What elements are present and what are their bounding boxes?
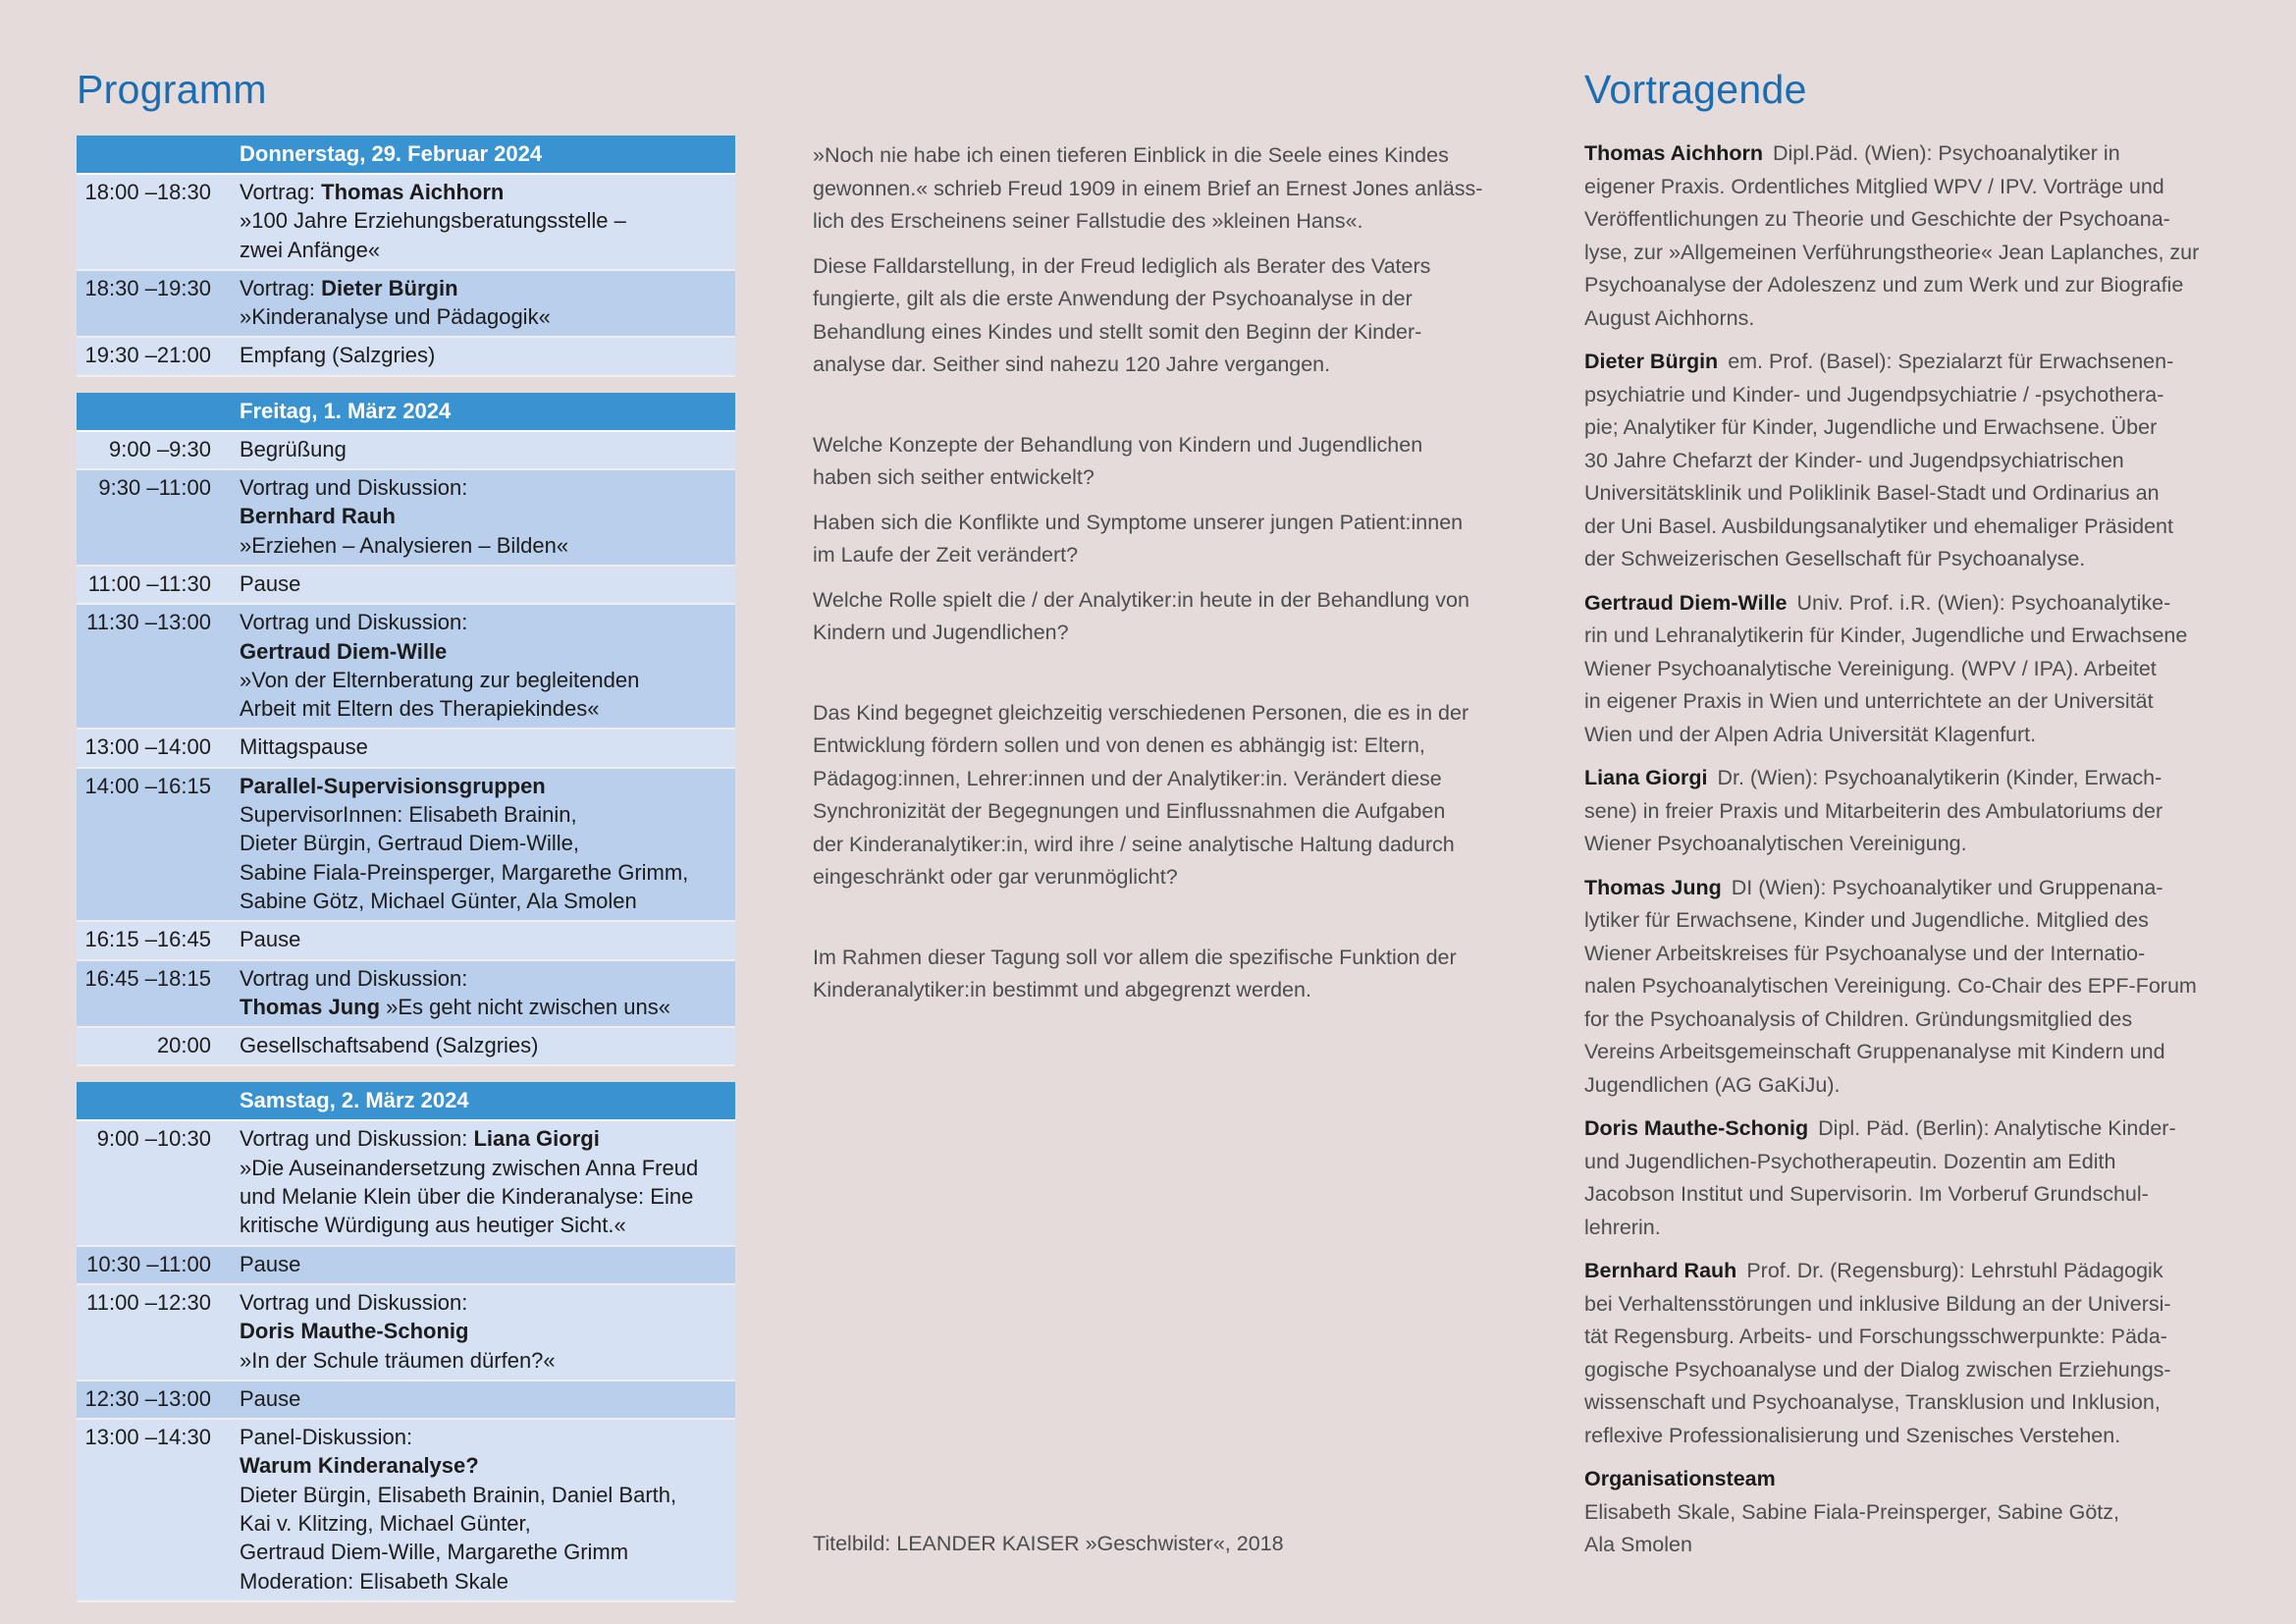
- paragraph-gap: [813, 662, 1510, 697]
- speaker-name: Gertraud Diem-Wille: [1584, 590, 1788, 615]
- session-text: »Erziehen – Analysieren – Bilden«: [240, 532, 569, 558]
- time-slot: 13:00 –14:00: [84, 734, 211, 760]
- paragraph-gap: [813, 394, 1510, 429]
- session-line: [240, 206, 721, 235]
- day-header: Donnerstag, 29. Februar 2024: [77, 135, 735, 175]
- session-text: Sabine Götz, Michael Günter, Ala Smolen: [240, 888, 637, 913]
- day-section: [77, 393, 735, 1067]
- session-speaker: Dieter Bürgin: [321, 275, 458, 300]
- session-text: Gertraud Diem-Wille, Margarethe Grimm: [240, 1540, 629, 1565]
- bio-line: Wiener Psychoanalytische Vereinigung. (WPV / IPA). Arbeitet: [1584, 656, 2157, 680]
- bio-line: August Aichhorns.: [1584, 305, 1755, 330]
- session-content: [211, 605, 735, 728]
- intro-line: fungierte, gilt als die erste Anwendung der Psychoanalyse in der: [813, 287, 1413, 310]
- session-line: [240, 800, 721, 829]
- intro-line: Kindern und Jugendlichen?: [813, 621, 1069, 644]
- intro-paragraph: [813, 584, 1510, 650]
- bio-line: gogische Psychoanalyse und der Dialog zwischen Erziehungs-: [1584, 1357, 2171, 1381]
- program-row: [77, 605, 735, 730]
- session-line: [240, 1031, 721, 1059]
- session-text: und Melanie Klein über die Kinderanalyse: Eine: [240, 1184, 694, 1210]
- session-text: Arbeit mit Eltern des Therapiekindes«: [240, 696, 600, 722]
- bio-line: tät Regensburg. Arbeits- und Forschungsschwerpunkte: Päda-: [1584, 1325, 2167, 1348]
- program-row: [77, 470, 735, 567]
- program-row: [77, 338, 735, 376]
- intro-line: »Noch nie habe ich einen tieferen Einblick in die Seele eines Kindes: [813, 143, 1449, 167]
- intro-line: haben sich seither entwickelt?: [813, 465, 1095, 489]
- session-line: [240, 1154, 721, 1182]
- session-line: [240, 1250, 721, 1278]
- session-content: [211, 271, 735, 337]
- session-content: [211, 1420, 735, 1600]
- intro-line: Haben sich die Konflikte und Symptome unserer jungen Patient:innen: [813, 510, 1464, 534]
- speaker-bio: [1584, 587, 2232, 752]
- time-slot: 18:30 –19:30: [84, 275, 211, 300]
- session-line: [240, 236, 721, 264]
- bio-line: und Jugendlichen-Psychotherapeutin. Dozentin am Edith: [1584, 1149, 2116, 1173]
- session-content: [211, 961, 735, 1027]
- bio-line: Dr. (Wien): Psychoanalytikerin (Kinder, Erwach-: [1717, 766, 2163, 789]
- speaker-bio: [1584, 872, 2232, 1103]
- session-line: [240, 178, 721, 206]
- session-text: Vortrag:: [240, 275, 322, 300]
- session-line: [240, 302, 721, 331]
- session-line: [240, 732, 721, 761]
- day-section: [77, 135, 735, 377]
- program-row: [77, 1121, 735, 1246]
- session-text: »Es geht nicht zwischen uns«: [380, 994, 670, 1019]
- bio-line: 30 Jahre Chefarzt der Kinder- und Jugendpsychiatrischen: [1584, 448, 2124, 472]
- session-line: [240, 435, 721, 463]
- time-slot: 18:00 –18:30: [84, 180, 211, 204]
- time-slot: 16:45 –18:15: [84, 965, 211, 991]
- intro-line: analyse dar. Seither sind nahezu 120 Jahre vergangen.: [813, 352, 1331, 376]
- organisation-line: Elisabeth Skale, Sabine Fiala-Preinsperger, Sabine Götz,: [1584, 1499, 2119, 1524]
- time-slot: 19:30 –21:00: [84, 343, 211, 368]
- session-line: [240, 608, 721, 636]
- session-text: Kai v. Klitzing, Michael Günter,: [240, 1510, 531, 1536]
- session-speaker: Thomas Aichhorn: [321, 180, 505, 204]
- time-slot: 20:00: [156, 1033, 211, 1058]
- speaker-bio: [1584, 1255, 2232, 1452]
- bio-line: pie; Analytiker für Kinder, Jugendliche und Erwachsene. Über: [1584, 415, 2158, 439]
- session-line: [240, 1509, 721, 1538]
- session-speaker: Gertraud Diem-Wille: [240, 638, 448, 664]
- session-text: kritische Würdigung aus heutiger Sicht.«: [240, 1213, 626, 1238]
- bio-line: reflexive Professionalisierung und Szenisches Verstehen.: [1584, 1423, 2121, 1447]
- bio-line: der Uni Basel. Ausbildungsanalytiker und ehemaliger Präsident: [1584, 514, 2173, 538]
- bio-line: lytiker für Erwachsene, Kinder und Jugendliche. Mitglied des: [1584, 908, 2149, 932]
- intro-paragraph: [813, 942, 1510, 1007]
- intro-paragraph: [813, 250, 1510, 382]
- time-slot: 12:30 –13:00: [84, 1385, 211, 1411]
- session-line: [240, 1288, 721, 1317]
- intro-line: lich des Erscheinens seiner Fallstudie des »kleinen Hans«.: [813, 209, 1363, 233]
- session-text: Dieter Bürgin, Gertraud Diem-Wille,: [240, 831, 579, 856]
- session-text: zwei Anfänge«: [240, 237, 381, 262]
- session-speaker: Bernhard Rauh: [240, 504, 396, 529]
- time-slot: 11:00 –12:30: [86, 1289, 211, 1315]
- session-speaker: Warum Kinderanalyse?: [240, 1453, 479, 1479]
- speaker-name: Thomas Jung: [1584, 875, 1722, 899]
- time-slot: 16:15 –16:45: [84, 927, 211, 952]
- session-text: »Von der Elternberatung zur begleitenden: [240, 667, 640, 692]
- session-speaker: Parallel-Supervisionsgruppen: [240, 773, 546, 798]
- session-line: [240, 858, 721, 887]
- speaker-name: Doris Mauthe-Schonig: [1584, 1116, 1809, 1140]
- session-content: [211, 769, 735, 920]
- bio-line: Psychoanalyse der Adoleszenz und zum Werk und zur Biografie: [1584, 273, 2184, 297]
- session-line: [240, 569, 721, 598]
- session-text: »Kinderanalyse und Pädagogik«: [240, 304, 551, 330]
- session-line: [240, 341, 721, 369]
- session-line: [240, 1538, 721, 1566]
- intro-line: gewonnen.« schrieb Freud 1909 in einem Brief an Ernest Jones anläss-: [813, 176, 1483, 200]
- speaker-bio: [1584, 137, 2232, 335]
- session-line: [240, 1384, 721, 1413]
- session-text: Vortrag und Diskussion:: [240, 1126, 474, 1152]
- program-row: [77, 432, 735, 470]
- image-caption: Titelbild: LEANDER KAISER »Geschwister«, 2018: [813, 1532, 1284, 1555]
- session-text: »100 Jahre Erziehungsberatungsstelle –: [240, 208, 626, 234]
- intro-line: im Laufe der Zeit verändert?: [813, 543, 1079, 567]
- day-header: Samstag, 2. März 2024: [77, 1082, 735, 1121]
- bio-line: lehrerin.: [1584, 1215, 1661, 1239]
- intro-line: Pädagog:innen, Lehrer:innen und der Analytiker:in. Verändert diese: [813, 766, 1442, 790]
- speaker-bio: [1584, 346, 2232, 576]
- session-text: Pause: [240, 1385, 301, 1411]
- speaker-name: Bernhard Rauh: [1584, 1259, 1737, 1282]
- bio-line: Vereins Arbeitsgemeinschaft Gruppenanalyse mit Kindern und: [1584, 1040, 2165, 1063]
- session-text: Dieter Bürgin, Elisabeth Brainin, Daniel Barth,: [240, 1482, 677, 1507]
- bio-line: Veröffentlichungen zu Theorie und Geschichte der Psychoana-: [1584, 207, 2170, 231]
- program-table: [77, 135, 735, 1618]
- bio-line: Wiener Psychoanalytischen Vereinigung.: [1584, 832, 1967, 855]
- time-slot: 10:30 –11:00: [86, 1251, 211, 1276]
- program-row: [77, 769, 735, 922]
- day-header: Freitag, 1. März 2024: [77, 393, 735, 432]
- organisation-line: Ala Smolen: [1584, 1533, 1692, 1556]
- speaker-name: Thomas Aichhorn: [1584, 141, 1763, 165]
- bio-line: Univ. Prof. i.R. (Wien): Psychoanalytike-: [1796, 590, 2171, 615]
- program-row: [77, 961, 735, 1029]
- introduction-text: [813, 139, 1510, 1019]
- program-row: [77, 1381, 735, 1420]
- program-row: [77, 567, 735, 605]
- session-content: [211, 470, 735, 565]
- session-content: [211, 1381, 735, 1418]
- session-line: [240, 666, 721, 694]
- program-row: [77, 922, 735, 960]
- session-line: [240, 1317, 721, 1345]
- session-content: [211, 1028, 735, 1064]
- session-line: [240, 1211, 721, 1239]
- session-text: Vortrag und Diskussion:: [240, 1289, 468, 1315]
- program-heading: Programm: [77, 67, 267, 112]
- program-row: [77, 730, 735, 768]
- program-row: [77, 1028, 735, 1066]
- session-speaker: Liana Giorgi: [473, 1126, 600, 1152]
- time-slot: 9:00 –9:30: [109, 436, 211, 461]
- session-line: [240, 1124, 721, 1153]
- session-text: Pause: [240, 570, 301, 596]
- organisation-team: [1584, 1463, 2232, 1562]
- session-text: Sabine Fiala-Preinsperger, Margarethe Grimm,: [240, 859, 689, 885]
- session-line: [240, 829, 721, 857]
- intro-paragraph: [813, 429, 1510, 495]
- session-line: [240, 531, 721, 560]
- session-speaker: Thomas Jung: [240, 994, 381, 1019]
- session-content: [211, 1121, 735, 1244]
- session-content: [211, 175, 735, 269]
- speakers-list: [1584, 137, 2232, 1573]
- bio-line: wissenschaft und Psychoanalyse, Transklusion und Inklusion,: [1584, 1390, 2161, 1414]
- session-line: [240, 772, 721, 800]
- speaker-name: Liana Giorgi: [1584, 766, 1708, 789]
- bio-line: Wien und der Alpen Adria Universität Klagenfurt.: [1584, 722, 2037, 746]
- paragraph-gap: [813, 906, 1510, 942]
- time-slot: 9:30 –11:00: [98, 475, 211, 501]
- time-slot: 14:00 –16:15: [84, 773, 211, 798]
- bio-line: in eigener Praxis in Wien und unterrichtete an der Universität: [1584, 689, 2154, 713]
- session-line: [240, 637, 721, 666]
- session-text: Vortrag und Diskussion:: [240, 475, 468, 501]
- day-section: [77, 1082, 735, 1601]
- bio-line: der Schweizerischen Gesellschaft für Psychoanalyse.: [1584, 547, 2086, 570]
- intro-line: Kinderanalytiker:in bestimmt und abgegrenzt werden.: [813, 978, 1311, 1001]
- bio-line: eigener Praxis. Ordentliches Mitglied WPV / IPV. Vorträge und: [1584, 174, 2164, 198]
- session-speaker: Doris Mauthe-Schonig: [240, 1319, 469, 1344]
- session-content: [211, 338, 735, 374]
- bio-line: Dipl.Päd. (Wien): Psychoanalytiker in: [1772, 141, 2120, 165]
- session-text: Gesellschaftsabend (Salzgries): [240, 1033, 539, 1058]
- intro-line: Das Kind begegnet gleichzeitig verschiedenen Personen, die es in der: [813, 700, 1469, 725]
- bio-line: lyse, zur »Allgemeinen Verführungstheorie« Jean Laplanches, zur: [1584, 240, 2200, 264]
- session-line: [240, 887, 721, 915]
- intro-line: Entwicklung fördern sollen und von denen es abhängig ist: Eltern,: [813, 733, 1425, 757]
- speaker-bio: [1584, 1112, 2232, 1244]
- session-line: [240, 993, 721, 1021]
- session-text: Panel-Diskussion:: [240, 1425, 413, 1450]
- bio-line: rin und Lehranalytikerin für Kinder, Jugendliche und Erwachsene: [1584, 623, 2188, 647]
- session-line: [240, 694, 721, 723]
- bio-line: Dipl. Päd. (Berlin): Analytische Kinder-: [1818, 1116, 2176, 1140]
- session-content: [211, 1247, 735, 1283]
- bio-line: psychiatrie und Kinder- und Jugendpsychiatrie / -psychothera-: [1584, 382, 2164, 406]
- bio-line: bei Verhaltensstörungen und inklusive Bildung an der Universi-: [1584, 1291, 2171, 1316]
- session-line: [240, 473, 721, 502]
- speakers-heading: Vortragende: [1584, 67, 1807, 112]
- bio-line: sene) in freier Praxis und Mitarbeiterin des Ambulatoriums der: [1584, 798, 2163, 823]
- session-line: [240, 1481, 721, 1509]
- time-slot: 13:00 –14:30: [84, 1425, 211, 1450]
- session-text: Vortrag:: [240, 180, 322, 204]
- session-line: [240, 1346, 721, 1375]
- session-text: Pause: [240, 927, 301, 952]
- session-text: SupervisorInnen: Elisabeth Brainin,: [240, 802, 577, 828]
- time-slot: 11:00 –11:30: [87, 570, 211, 596]
- intro-line: Welche Rolle spielt die / der Analytiker:in heute in der Behandlung von: [813, 587, 1469, 612]
- intro-line: Welche Konzepte der Behandlung von Kindern und Jugendlichen: [813, 432, 1423, 457]
- session-text: Empfang (Salzgries): [240, 343, 436, 368]
- session-text: Moderation: Elisabeth Skale: [240, 1568, 508, 1594]
- program-row: [77, 1247, 735, 1285]
- session-line: [240, 502, 721, 530]
- bio-line: nalen Psychoanalytischen Vereinigung. Co-Chair des EPF-Forum: [1584, 974, 2197, 998]
- intro-paragraph: [813, 139, 1510, 239]
- session-line: [240, 925, 721, 953]
- session-text: »In der Schule träumen dürfen?«: [240, 1347, 556, 1373]
- session-line: [240, 1567, 721, 1596]
- bio-line: Wiener Arbeitskreises für Psychoanalyse und der Internatio-: [1584, 941, 2146, 965]
- session-line: [240, 274, 721, 302]
- session-line: [240, 1423, 721, 1451]
- program-row: [77, 271, 735, 339]
- session-text: »Die Auseinandersetzung zwischen Anna Freud: [240, 1155, 699, 1180]
- session-text: Begrüßung: [240, 436, 347, 461]
- time-slot: 11:30 –13:00: [86, 610, 211, 635]
- intro-paragraph: [813, 697, 1510, 894]
- bio-line: Jugendlichen (AG GaKiJu).: [1584, 1072, 1841, 1097]
- session-text: Pause: [240, 1251, 301, 1276]
- intro-line: Synchronizität der Begegnungen und Einflussnahmen die Aufgaben: [813, 799, 1446, 823]
- program-row: [77, 1420, 735, 1602]
- bio-line: DI (Wien): Psychoanalytiker und Gruppenana-: [1731, 875, 2163, 899]
- session-line: [240, 964, 721, 993]
- bio-line: em. Prof. (Basel): Spezialarzt für Erwachsenen-: [1728, 350, 2174, 373]
- intro-paragraph: [813, 507, 1510, 572]
- intro-line: Im Rahmen dieser Tagung soll vor allem die spezifische Funktion der: [813, 945, 1457, 969]
- session-line: [240, 1451, 721, 1480]
- intro-line: der Kinderanalytiker:in, wird ihre / seine analytische Haltung dadurch: [813, 832, 1455, 856]
- session-text: Vortrag und Diskussion:: [240, 965, 468, 991]
- session-text: Vortrag und Diskussion:: [240, 610, 468, 635]
- session-line: [240, 1182, 721, 1211]
- program-row: [77, 1285, 735, 1381]
- session-content: [211, 432, 735, 468]
- speaker-bio: [1584, 762, 2232, 861]
- session-content: [211, 567, 735, 603]
- intro-line: Behandlung eines Kindes und stellt somit den Beginn der Kinder-: [813, 319, 1422, 344]
- organisation-heading: Organisationsteam: [1584, 1467, 1776, 1490]
- session-text: Mittagspause: [240, 734, 368, 760]
- intro-line: eingeschränkt oder gar verunmöglicht?: [813, 865, 1178, 889]
- bio-line: for the Psychoanalysis of Children. Gründungsmitglied des: [1584, 1006, 2133, 1031]
- bio-line: Prof. Dr. (Regensburg): Lehrstuhl Pädagogik: [1746, 1259, 2163, 1282]
- program-row: [77, 175, 735, 271]
- session-content: [211, 922, 735, 958]
- session-content: [211, 730, 735, 766]
- speaker-name: Dieter Bürgin: [1584, 350, 1719, 373]
- time-slot: 9:00 –10:30: [96, 1126, 211, 1152]
- bio-line: Universitätsklinik und Poliklinik Basel-Stadt und Ordinarius an: [1584, 481, 2160, 505]
- intro-line: Diese Falldarstellung, in der Freud lediglich als Berater des Vaters: [813, 253, 1431, 278]
- session-content: [211, 1285, 735, 1380]
- bio-line: Jacobson Institut und Supervisorin. Im Vorberuf Grundschul-: [1584, 1182, 2149, 1206]
